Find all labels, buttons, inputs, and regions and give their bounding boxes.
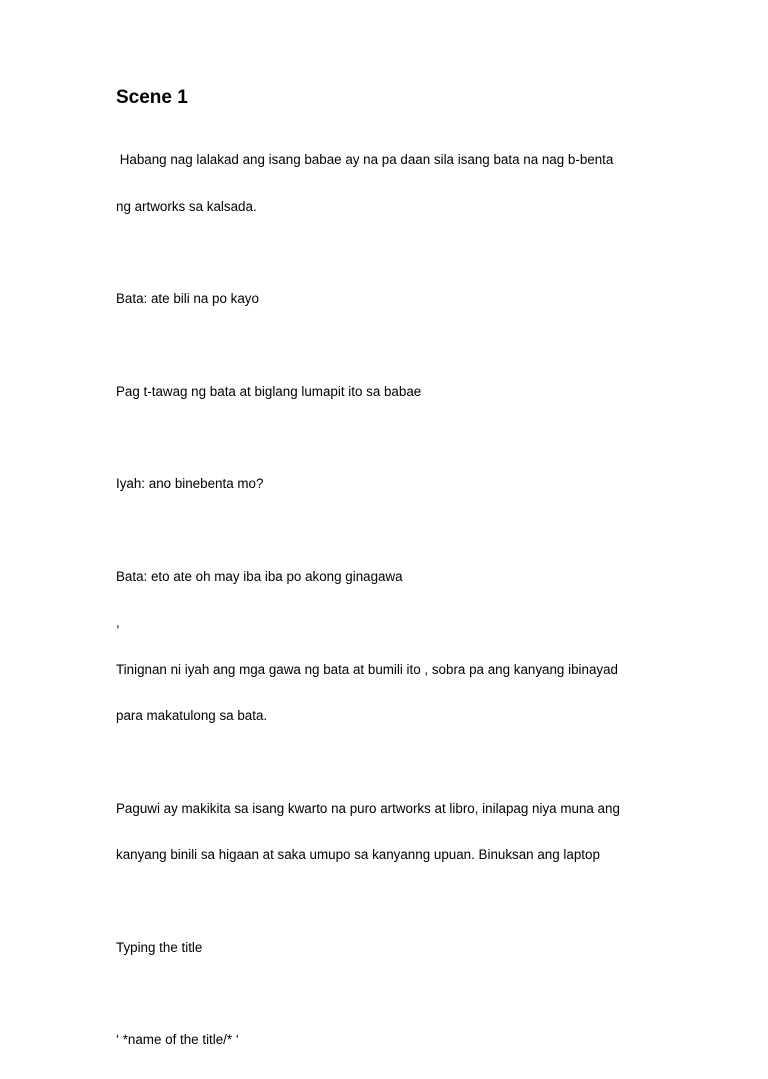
paragraph-line: Typing the title: [116, 939, 203, 955]
paragraph-8: [116, 1001, 664, 1079]
paragraph-line: Bata: ate bili na po kayo: [116, 291, 259, 306]
paragraph-line: ng artworks sa kalsada.: [116, 198, 257, 214]
paragraph-line: Pag t-tawag ng bata at biglang lumapit ito sa babae: [116, 383, 422, 399]
document-page: [116, 86, 664, 1079]
paragraph-6: [116, 770, 664, 894]
paragraph-line: ,: [116, 615, 120, 630]
paragraph-line: Bata: eto ate oh may iba iba po akong ginagawa: [116, 568, 403, 584]
paragraph-line: Paguwi ay makikita sa isang kwarto na puro artworks at libro, inilapag niya muna ang: [116, 800, 620, 816]
paragraph-line: ‘ *name of the title/* ‘: [116, 1032, 239, 1047]
paragraph-2: [116, 260, 664, 338]
paragraph-line: kanyang binili sa higaan at saka umupo sa kanyanng upuan. Binuksan ang laptop: [116, 847, 600, 862]
paragraph-7: [116, 909, 664, 987]
paragraph-4: [116, 445, 664, 523]
paragraph-line: Habang nag lalakad ang isang babae ay na pa daan sila isang bata na nag b-benta: [116, 152, 614, 167]
paragraph-1: [116, 121, 664, 245]
scene-title: Scene 1: [116, 87, 188, 108]
paragraph-line: Tinignan ni iyah ang mga gawa ng bata at bumili ito , sobra pa ang kanyang ibinayad: [116, 661, 618, 677]
paragraph-5: [116, 538, 664, 755]
paragraph-3: [116, 353, 664, 431]
paragraph-line: para makatulong sa bata.: [116, 708, 268, 723]
paragraph-line: Iyah: ano binebenta mo?: [116, 476, 264, 491]
